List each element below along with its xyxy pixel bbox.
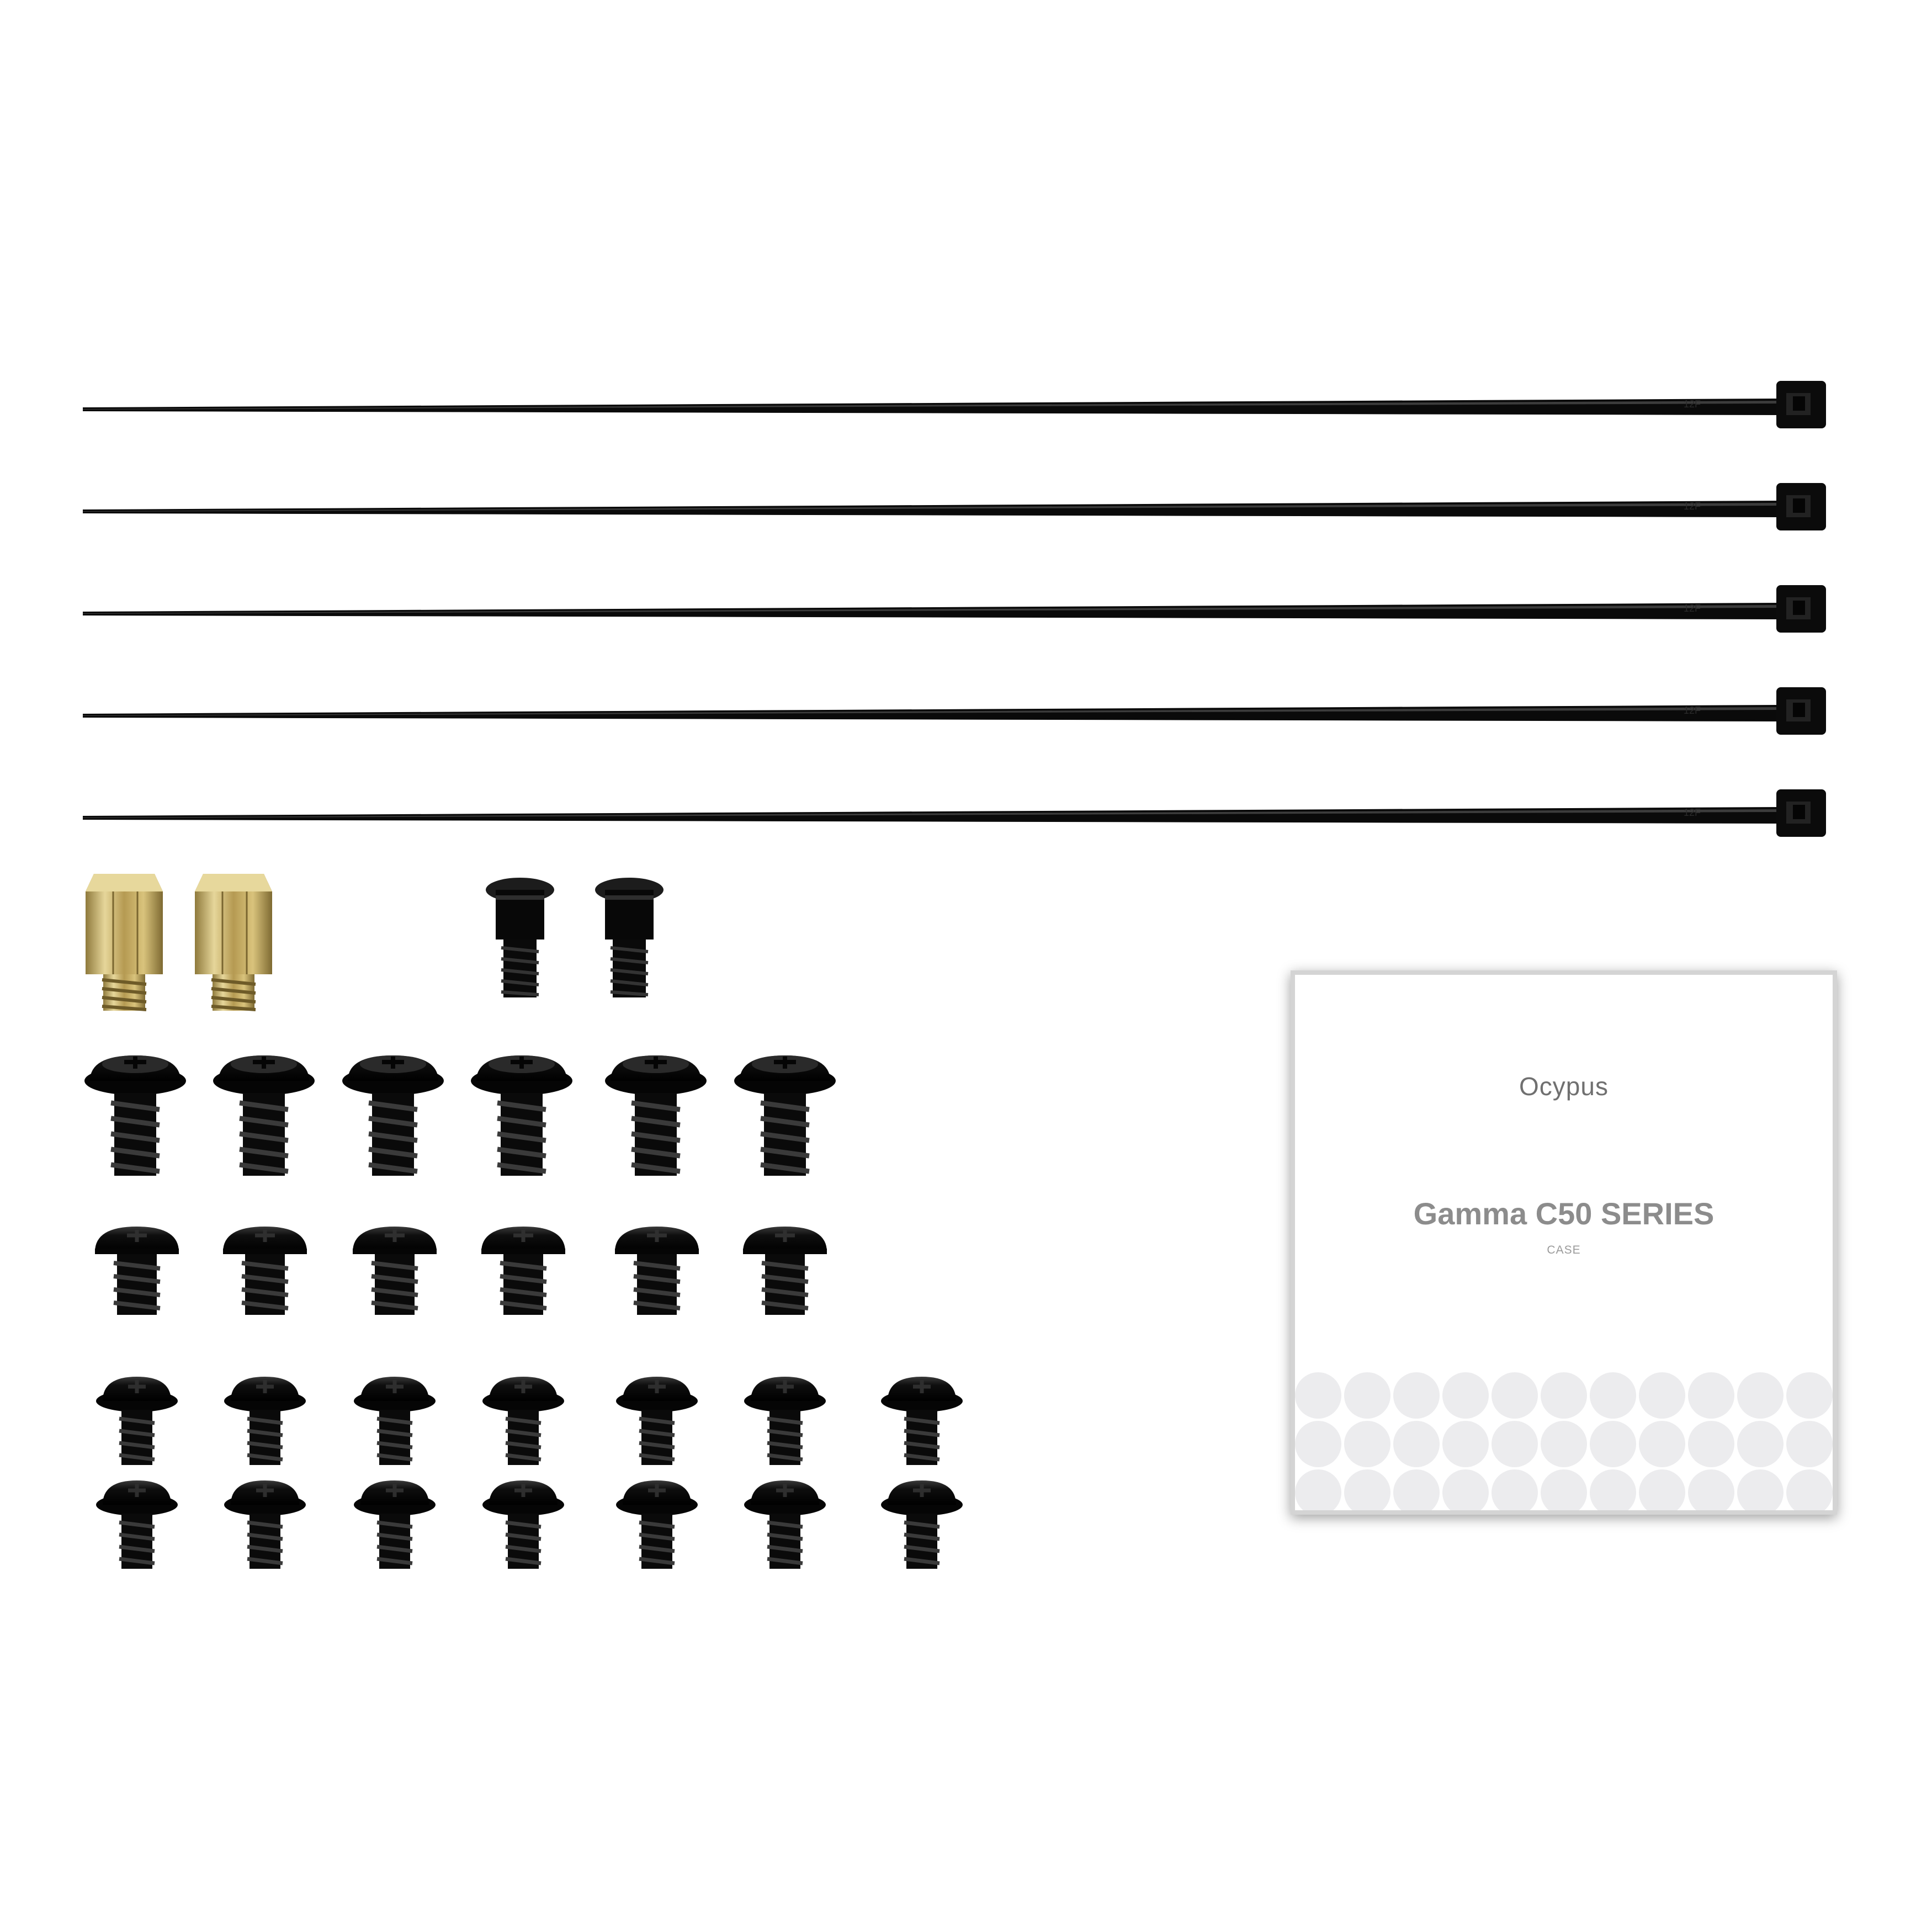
cable-tie-icon	[83, 381, 1826, 428]
brand-logo: Ocypus	[1519, 1072, 1609, 1101]
screw-icon	[734, 1055, 836, 1176]
screw-icon	[471, 1055, 572, 1176]
screw-icon	[616, 1377, 698, 1465]
screw-icon	[354, 1377, 436, 1465]
screw-icon	[743, 1227, 827, 1315]
screw-icon	[96, 1480, 178, 1569]
screw-icon	[486, 878, 554, 997]
product-series-title: Gamma C50 SERIES	[1413, 1196, 1715, 1231]
cable-tie-icon	[83, 483, 1826, 530]
screw-icon	[354, 1480, 436, 1569]
screw-icon	[595, 878, 664, 997]
standoff-icon	[86, 874, 163, 1011]
screw-icon	[223, 1227, 307, 1315]
screw-icon	[96, 1377, 178, 1465]
screw-icon	[616, 1480, 698, 1569]
screw-icon	[224, 1377, 306, 1465]
cable-tie-icon	[83, 585, 1826, 633]
screw-icon	[881, 1480, 963, 1569]
screw-icon	[881, 1377, 963, 1465]
standoff-icon	[195, 874, 272, 1011]
screw-icon	[482, 1480, 564, 1569]
screw-icon	[353, 1227, 437, 1315]
screw-icon	[744, 1377, 826, 1465]
screw-icon	[342, 1055, 444, 1176]
screw-icon	[481, 1227, 565, 1315]
screw-icon	[744, 1480, 826, 1569]
screw-icon	[224, 1480, 306, 1569]
screw-icon	[213, 1055, 315, 1176]
cable-tie-icon	[83, 687, 1826, 735]
dot-pattern	[1295, 1369, 1833, 1515]
cable-tie-icon	[83, 789, 1826, 837]
product-type-label: CASE	[1547, 1244, 1581, 1256]
manual-booklet	[1291, 970, 1837, 1515]
screw-icon	[482, 1377, 564, 1465]
screw-icon	[95, 1227, 179, 1315]
screw-icon	[605, 1055, 707, 1176]
screw-icon	[615, 1227, 699, 1315]
screw-icon	[84, 1055, 186, 1176]
